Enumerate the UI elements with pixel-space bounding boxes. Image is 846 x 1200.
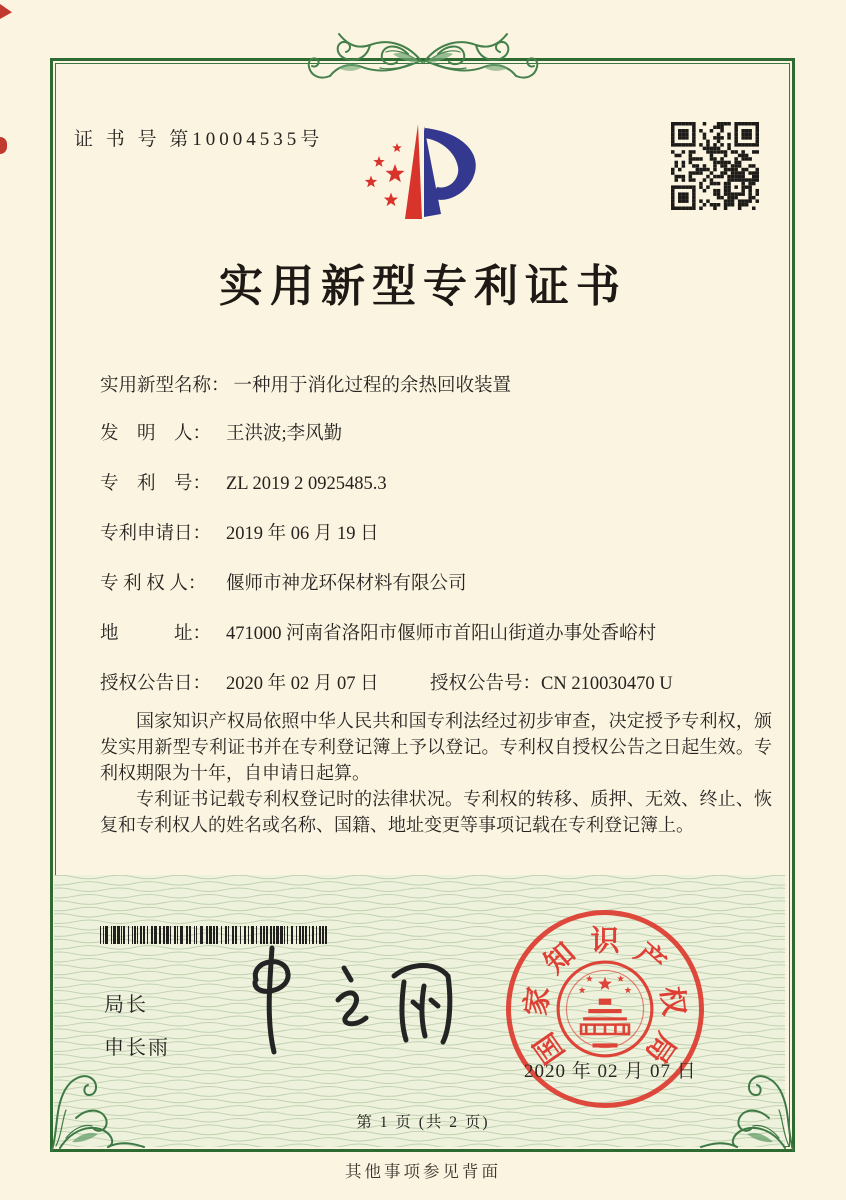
handwritten-signature <box>228 942 463 1057</box>
certificate-number: 证 书 号 第10004535号 <box>74 129 324 150</box>
field-value: 2019 年 06 月 19 日 <box>226 524 379 544</box>
seal-character: 权 <box>654 984 690 1018</box>
field-value: 2020 年 02 月 07 日 <box>226 674 379 694</box>
field-filing-date <box>100 519 780 545</box>
legal-text <box>100 708 772 838</box>
qr-code <box>671 122 759 210</box>
field-label: 实用新型名称： <box>100 376 230 396</box>
grant-number <box>430 669 673 695</box>
field-value: 一种用于消化过程的余热回收装置 <box>233 376 512 396</box>
field-label: 发 明 人： <box>100 424 212 444</box>
scan-mark-edge <box>0 137 7 154</box>
seal-character: 产 <box>628 936 672 981</box>
back-side-note: 其他事项参见背面 <box>345 1162 501 1181</box>
field-value: 偃师市神龙环保材料有限公司 <box>226 574 467 594</box>
seal-character: 知 <box>538 936 582 981</box>
field-label: 地 址： <box>100 624 212 644</box>
legal-paragraph-2: 专利证书记载专利权登记时的法律状况。专利权的转移、质押、无效、终止、恢复和专利权人的姓名或名称、国籍、地址变更等事项记载在专利登记簿上。 <box>100 789 772 835</box>
field-label: 专 利 权 人： <box>100 574 207 594</box>
field-utility-model-name <box>100 371 780 397</box>
cnipa-logo-icon <box>352 116 492 234</box>
seal-character: 国 <box>528 1026 572 1069</box>
seal-character: 局 <box>638 1026 682 1069</box>
field-address <box>100 619 780 645</box>
certificate-title: 实用新型专利证书 <box>219 262 627 311</box>
signer-block <box>104 988 170 1074</box>
field-label: 授权公告日： <box>100 674 212 694</box>
field-value: ZL 2019 2 0925485.3 <box>226 474 387 494</box>
field-value: 王洪波;李风勤 <box>226 424 343 444</box>
field-value: 471000 河南省洛阳市偃师市首阳山街道办事处香峪村 <box>226 624 657 644</box>
legal-paragraph-1: 国家知识产权局依照中华人民共和国专利法经过初步审查，决定授予专利权，颁发实用新型专利证书并在专利登记簿上予以登记。专利权自授权公告之日起生效。专利权期限为十年，自申请日起算。 <box>100 711 772 783</box>
signer-title: 局长 <box>104 994 148 1016</box>
top-border-ornament-icon <box>278 16 568 106</box>
seal-date: 2020 年 02 月 07 日 <box>524 1061 697 1082</box>
seal-character: 识 <box>590 925 620 958</box>
page-number: 第 1 页 (共 2 页) <box>356 1114 490 1131</box>
grant-number-label: 授权公告号： <box>430 674 542 694</box>
field-label: 专 利 号： <box>100 474 212 494</box>
field-patent-number <box>100 469 780 495</box>
field-inventors <box>100 419 780 445</box>
field-grant-announcement <box>100 669 780 695</box>
field-label: 专利申请日： <box>100 524 212 544</box>
qr-code-pattern <box>671 122 759 210</box>
signer-name: 申长雨 <box>104 1037 170 1059</box>
scan-mark-corner <box>0 4 12 19</box>
field-patentee <box>100 569 780 595</box>
grant-number-value: CN 210030470 U <box>541 674 673 694</box>
seal-character: 家 <box>520 984 556 1018</box>
